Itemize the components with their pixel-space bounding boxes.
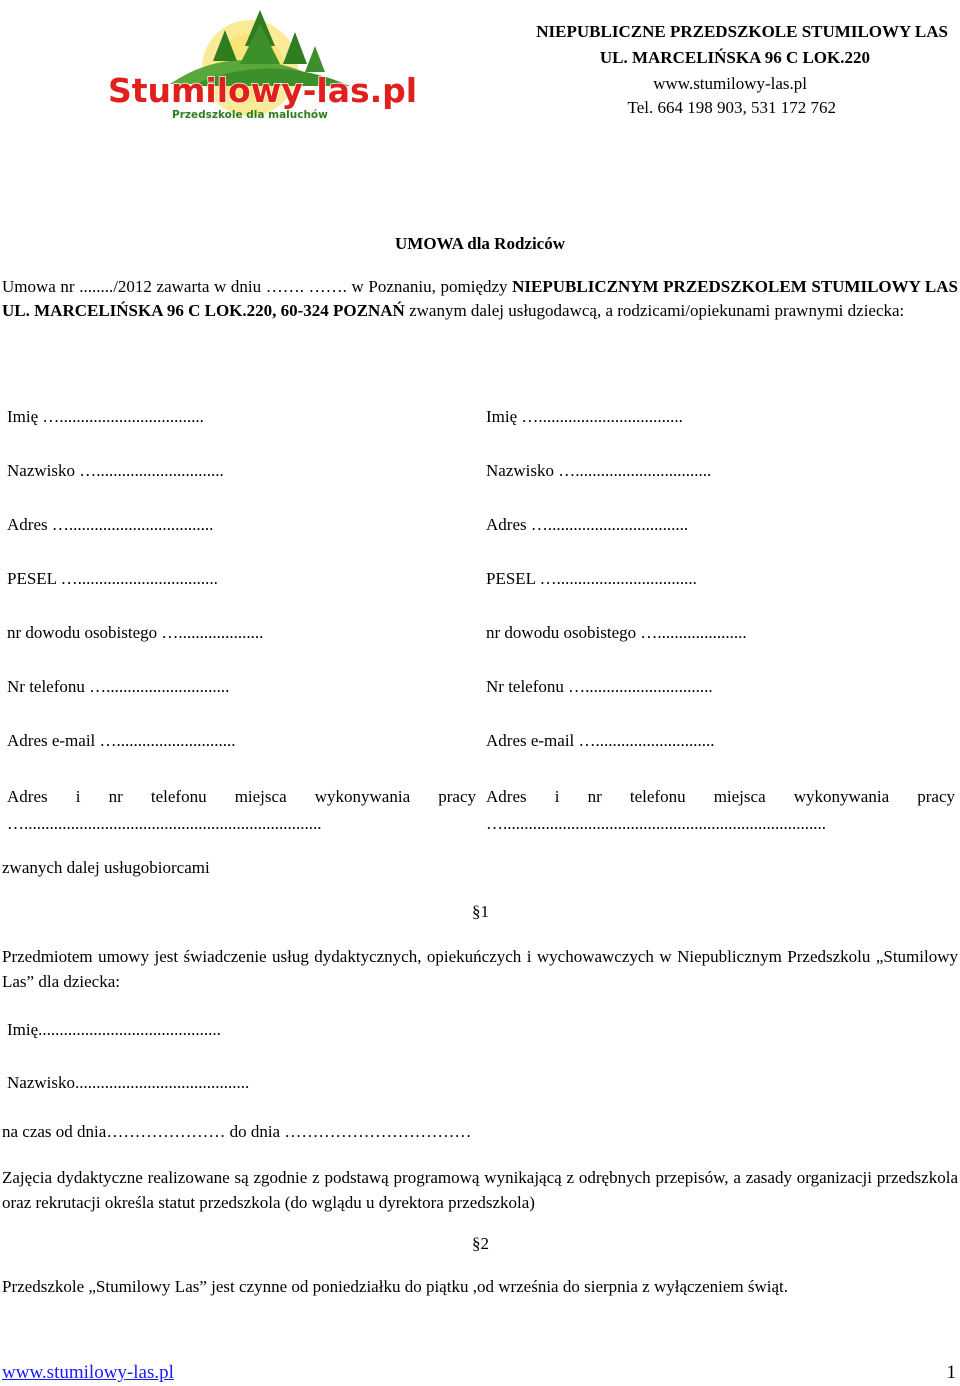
parent1-id-number: nr dowodu osobistego ….................... — [7, 623, 264, 642]
section1-heading: §1 — [472, 902, 489, 921]
parent2-id-number: nr dowodu osobistego …..................... — [486, 623, 747, 642]
parent1-workplace-label: Adres i nr telefonu miejsca wykonywania pracy — [7, 787, 476, 806]
parent2-first-name: Imię ….................................. — [486, 407, 683, 426]
page-number: 1 — [946, 1362, 956, 1383]
parent2-email: Adres e-mail …............................ — [486, 731, 715, 750]
section2-heading: §2 — [472, 1234, 489, 1253]
section2-text: Przedszkole „Stumilowy Las” jest czynne od poniedziałku do piątku ,od września do sierpnia z wyłączeniem świąt. — [2, 1277, 789, 1296]
parent2-pesel: PESEL …................................. — [486, 569, 697, 588]
parent2-address: Adres …................................. — [486, 515, 689, 534]
parent1-pesel: PESEL …................................. — [7, 569, 218, 588]
contract-period: na czas od dnia………………… do dnia …………………………… — [2, 1122, 472, 1141]
parents-suffix: zwanych dalej usługobiorcami — [2, 858, 210, 877]
child-last-name: Nazwisko......................................... — [7, 1073, 250, 1092]
parent1-phone: Nr telefonu …............................. — [7, 677, 230, 696]
parent1-workplace — [7, 783, 476, 837]
parent1-address: Adres ….................................. — [7, 515, 214, 534]
org-phone: Tel. 664 198 903, 531 172 762 — [627, 98, 836, 117]
section1-text: Przedmiotem umowy jest świadczenie usług dydaktycznych, opiekuńczych i wychowawczych w Niepublicznym Przedszkolu „Stumilowy Las” dla dziecka: — [2, 947, 958, 991]
footer-link-text[interactable]: www.stumilowy-las.pl — [2, 1362, 174, 1383]
parent1-first-name: Imię ….................................. — [7, 407, 204, 426]
parent1-workplace-dots: …...................................................................... — [7, 814, 322, 833]
org-website: www.stumilowy-las.pl — [653, 74, 807, 93]
intro-part2: zwanym dalej usługodawcą, a rodzicami/opiekunami prawnymi dziecka: — [404, 300, 905, 320]
curriculum-text: Zajęcia dydaktyczne realizowane są zgodnie z podstawą programową wynikającą z odrębnych przepisów, a zasady organizacji przedszkola oraz rekrutacji określa statut przedszkola (do wglądu u dyrektora przedszkola) — [2, 1168, 958, 1212]
preschool-logo — [100, 6, 418, 124]
footer-website-link[interactable] — [2, 1362, 174, 1384]
parent2-workplace-dots: …............................................................................ — [486, 814, 826, 833]
intro-paragraph — [2, 275, 958, 322]
child-first-name: Imię........................................... — [7, 1020, 221, 1039]
intro-party-name: NIEPUBLICZNYM PRZEDSZKOLEM STUMILOWY LAS UL. MARCELIŃSKA 96 C LOK.220, 60-324 POZNAŃ — [2, 277, 958, 320]
logo-tagline: Przedszkole dla maluchów — [172, 109, 328, 121]
org-name: NIEPUBLICZNE PRZEDSZKOLE STUMILOWY LAS — [536, 22, 948, 41]
parent2-workplace — [486, 783, 955, 837]
parent1-last-name: Nazwisko ….............................. — [7, 461, 224, 480]
parent2-last-name: Nazwisko …................................ — [486, 461, 712, 480]
parent2-phone: Nr telefonu ….............................. — [486, 677, 713, 696]
intro-part1: Umowa nr ......../2012 zawarta w dniu ……. ……. w Poznaniu, pomiędzy — [2, 277, 513, 296]
parent2-workplace-label: Adres i nr telefonu miejsca wykonywania pracy — [486, 787, 955, 806]
document-title: UMOWA dla Rodziców — [395, 234, 565, 253]
org-address: UL. MARCELIŃSKA 96 C LOK.220 — [599, 48, 870, 67]
logo-wordmark: Stumilowy-las.pl — [108, 71, 418, 110]
parent1-email: Adres e-mail …............................ — [7, 731, 236, 750]
